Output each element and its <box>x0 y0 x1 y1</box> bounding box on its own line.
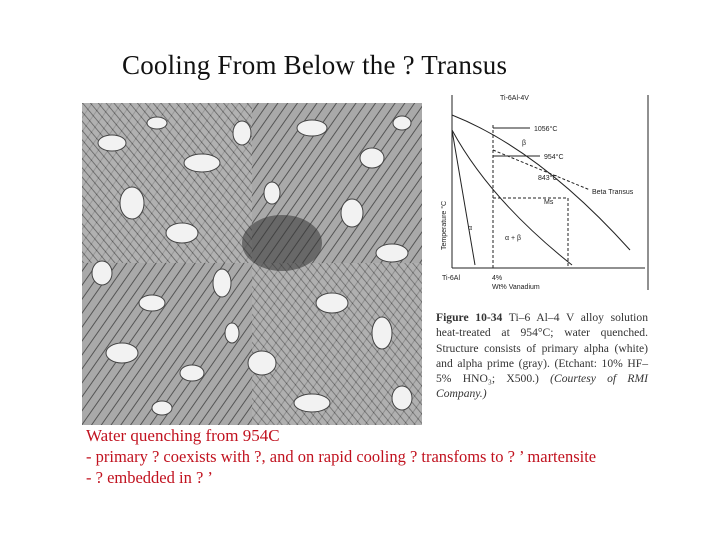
caption-text: Ti–6 Al–4 V alloy solution heat-treated at 954°C; water quenched. Structure consists of primary alpha (white) and alpha prime (gray). (Etchant: 10% HF–5% HNO₃; X500.) <box>436 311 648 386</box>
beta-transus-curve <box>452 115 630 250</box>
notes-line-1: - primary ? coexists with ?, and on rapid cooling ? transfoms to ? ’ martensite <box>86 447 597 466</box>
y-axis-label: Temperature °C <box>441 200 448 250</box>
temp-label-3: 843°C <box>538 175 558 182</box>
temp-label-1: 1056°C <box>534 126 558 133</box>
caption-courtesy: (Courtesy of RMI Company.) <box>436 372 648 401</box>
x-axis-label: Wt% Vanadium <box>492 284 540 290</box>
region-alpha-beta-label: α + β <box>505 235 522 242</box>
figure-number: Figure 10-34 <box>436 311 503 324</box>
slide-title: Cooling From Below the ? Transus <box>122 50 508 80</box>
notes-heading: Water quenching from 954C <box>86 426 280 445</box>
notes-block <box>86 425 596 488</box>
micrograph-image <box>82 103 422 425</box>
diagram-top-label: Ti-6Al-4V <box>500 95 529 102</box>
notes-line-2: - ? embedded in ? ’ <box>86 468 213 487</box>
region-beta-label: β <box>522 140 527 147</box>
x-left-label: Ti-6Al <box>442 275 461 282</box>
region-alpha-label: α <box>468 225 473 232</box>
phase-diagram <box>430 90 650 290</box>
figure-caption <box>436 310 648 402</box>
beta-transus-label: Beta Transus <box>592 189 634 196</box>
x-right-label: 4% <box>492 275 503 282</box>
temp-label-2: 954°C <box>544 154 564 161</box>
ms-label: Ms <box>544 199 554 206</box>
micrograph-texture <box>82 103 422 425</box>
